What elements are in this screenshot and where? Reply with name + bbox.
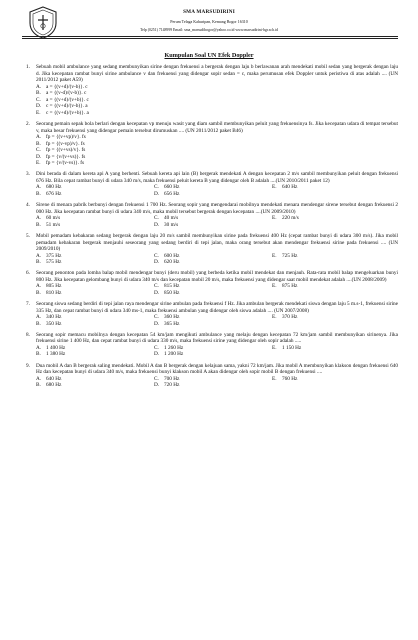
question-5 (26, 233, 398, 266)
option-text: 815 Hz (164, 283, 180, 290)
answer-option (154, 222, 272, 229)
option-text: 350 Hz (46, 320, 62, 327)
letterhead (0, 0, 418, 44)
answer-options (36, 283, 398, 296)
option-text: 360 Hz (164, 314, 180, 321)
question-text: Mobil pemadam kebakaran sedang bergerak dengan laju 20 m/s sambil membunyikan sirine pada frekuensi 400 Hz (cepat rambat bunyi di udara 300 m/s). Jika mobil pemadam kebakaran bergerak menjauhi seseorang yang sedang berdiri di tepi jalan, maka orang tersebut akan mendengar frekuensi sirine pada frekuensi .... (UN 2009/2010) (36, 232, 398, 253)
answer-options (36, 84, 398, 117)
question-text: Sebuah mobil ambulance yang sedang membunyikan sirine dengan frekuensi a bergerak dengan laju b berlawanan arah mendekati mobil sedan yang bergerak dengan laju d. Jika kecepatan rambat bunyi sirine ambulance v dan frekuensi yang didengar sopir sedan = c, maka perumusan efek Doppler untuk peristiwa di atas adalah .... (UN 2011/2012 paket A59) (36, 64, 398, 84)
option-letter: B. (36, 259, 41, 266)
option-letter: B. (36, 140, 41, 147)
option-text: 656 Hz (164, 191, 180, 198)
option-letter: A. (36, 184, 42, 191)
question-number: 4. (26, 202, 30, 209)
option-letter: A. (36, 344, 42, 351)
question-number: 6. (26, 270, 30, 277)
answer-option (36, 160, 398, 167)
question-number: 3. (26, 171, 30, 178)
question-text: Seorang sopir memacu mobilnya dengan kecepatan 54 km/jam mengikuti ambulance yang melaju dengan kecepatan 72 km/jam sambil membunyikan sirinenya. Jika frekuensi sirine 1 400 Hz, dan cepat rambat bunyi di udara 330 m/s, maka frekuensi sirine yang didengar oleh sopir adalah ..... (36, 331, 398, 345)
answer-options (36, 134, 398, 167)
option-letter: A. (36, 314, 42, 321)
option-letter: B. (36, 191, 41, 198)
answer-option (154, 259, 272, 266)
document-title: Kumpulan Soal UN Efek Doppler (164, 52, 254, 59)
answer-option (272, 345, 390, 352)
answer-options (36, 215, 398, 228)
answer-options (36, 184, 398, 197)
option-letter: A. (36, 134, 42, 141)
option-letter: C. (36, 96, 41, 103)
option-text: 375 Hz (46, 252, 62, 259)
question-text: Sirene di menara pabrik berbunyi dengan frekuensi 1 700 Hz. Seorang sopir yang mengendarai mobilnya mendekati menara mendengar sirene tersebut dengan frekuensi 2 000 Hz. Jika kecepatan rambat bunyi di udara 340 m/s, maka mobil tersebut bergerak dengan kecepatan ....(UN 2009/2010) (36, 202, 398, 215)
option-letter: C. (154, 344, 159, 351)
answer-option (272, 314, 390, 321)
option-text: fp = {(v+vs)/v}. fs (46, 147, 86, 154)
option-letter: D. (154, 191, 160, 198)
option-letter: A. (36, 252, 42, 259)
answer-option (36, 382, 154, 389)
answer-options (36, 345, 398, 358)
answer-option (36, 110, 398, 117)
option-text: a = {(v+d)/(v+b)}. c (46, 96, 89, 103)
header-rule-thin (22, 38, 398, 39)
option-letter: E. (36, 160, 41, 167)
question-text: Dini berada di dalam kereta api A yang berhenti. Sebuah kereta api lain (B) bergerak mendekati A dengan kecepatan 2 m/s sambil membunyikan peluit dengan frekuensi 676 Hz. Bila cepat rambat bunyi di udara 340 m/s, maka frekuensi peluit kereta B yang didengar oleh B adalah ....(UN 2010/2011 paket 12) (36, 171, 398, 184)
option-text: 805 Hz (46, 283, 62, 290)
option-text: 1 150 Hz (282, 344, 302, 351)
school-contact: Telp (0251) 7148999 Email: sma_marsudibogor@yahoo.co.id www.marsudirini-bgr.sch.id (140, 28, 278, 32)
option-letter: D. (36, 103, 42, 110)
option-text: 680 Hz (46, 382, 62, 389)
answer-option (36, 222, 154, 229)
answer-option (154, 351, 272, 358)
option-text: fp = {v/(v-vs)}. fs (46, 160, 85, 167)
option-text: fp = {(v+vp)/v}. fs (46, 134, 86, 141)
option-letter: B. (36, 382, 41, 389)
option-text: 340 Hz (46, 314, 62, 321)
question-9 (26, 363, 398, 389)
option-letter: E. (272, 314, 277, 321)
option-text: 640 Hz (46, 375, 62, 382)
option-text: 700 Hz (164, 375, 180, 382)
option-text: a = {(v-d)/(v-b)}. c (46, 90, 87, 97)
option-text: 875 Hz (282, 283, 298, 290)
option-text: fp = {v/(v+vs)}. fs (46, 153, 86, 160)
option-text: 1 260 Hz (164, 344, 184, 351)
option-text: 1 200 Hz (164, 351, 184, 358)
answer-option (272, 184, 390, 191)
option-text: 720 Hz (164, 382, 180, 389)
answer-option (36, 321, 154, 328)
option-letter: B. (36, 320, 41, 327)
option-letter: C. (154, 283, 159, 290)
option-text: 51 m/s (46, 221, 61, 228)
school-address: Perum Telaga Kahuripan, Kemang Bogor 16310 (170, 19, 248, 24)
option-letter: E. (272, 215, 277, 222)
question-number: 7. (26, 301, 30, 308)
option-letter: E. (272, 283, 277, 290)
question-text: Seorang penonton pada lomba balap mobil mendengar bunyi (deru mobil) yang berbeda ketika mobil mendekat dan menjauh. Rata-rata mobil balap mengeluarkan bunyi 800 Hz. Jika kecepatan gelombang bunyi di udara 340 m/s dan kecepatan mobil 20 m/s, maka frekuensi yang didengar saat mobil mendekat adalah ....(UN 2008/2009) (36, 270, 398, 283)
question-2 (26, 121, 398, 167)
option-letter: C. (36, 147, 41, 154)
option-letter: B. (36, 90, 41, 97)
option-text: 810 Hz (46, 289, 62, 296)
option-letter: A. (36, 215, 42, 222)
option-letter: D. (154, 351, 160, 358)
option-text: 365 Hz (164, 320, 180, 327)
option-text: 640 Hz (282, 184, 298, 191)
option-letter: E. (36, 109, 41, 116)
question-text: Seorang pemain sepak bola berlari dengan kecepatan vp menuju wasit yang diam sambil membunyikan peluit yang frekuensinya fs. Jika kecepatan udara di tempat tersebut v, maka besar frekuensi yang didengar pemain tersebut dirumuskan .... (UN 2011/2012 paket B46) (36, 120, 398, 134)
option-text: c = {(v+d)/(v+b)}. a (46, 109, 89, 116)
option-letter: C. (154, 215, 159, 222)
option-text: 40 m/s (164, 215, 179, 222)
answer-options (36, 314, 398, 327)
question-4 (26, 202, 398, 228)
question-7 (26, 301, 398, 327)
school-name: SMA MARSUDIRINI (183, 9, 235, 15)
answer-option (154, 191, 272, 198)
option-text: 1 400 Hz (46, 344, 66, 351)
option-text: fp = {(v-vp)/v}. fs (46, 140, 85, 147)
option-text: c = {(v+d)/(v-b)}. a (46, 103, 88, 110)
question-1 (26, 64, 398, 116)
option-text: 850 Hz (164, 289, 180, 296)
option-letter: E. (272, 184, 277, 191)
option-text: 30 m/s (164, 221, 179, 228)
answer-option (154, 290, 272, 297)
option-text: 600 Hz (164, 252, 180, 259)
option-letter: A. (36, 283, 42, 290)
option-text: 620 Hz (164, 259, 180, 266)
option-text: 220 m/s (282, 215, 299, 222)
option-text: 680 Hz (46, 184, 62, 191)
question-6 (26, 270, 398, 296)
option-letter: D. (154, 320, 160, 327)
option-letter: D. (154, 289, 160, 296)
option-text: 575 Hz (46, 259, 62, 266)
option-letter: E. (272, 375, 277, 382)
question-list (26, 64, 398, 393)
option-letter: D. (154, 221, 160, 228)
option-letter: E. (272, 344, 277, 351)
option-letter: D. (154, 382, 160, 389)
option-letter: C. (154, 314, 159, 321)
answer-option (36, 290, 154, 297)
option-text: 676 Hz (46, 191, 62, 198)
question-number: 8. (26, 331, 30, 338)
option-letter: B. (36, 221, 41, 228)
option-text: 60 m/s (46, 215, 61, 222)
header-rule (22, 36, 398, 37)
option-letter: D. (36, 153, 42, 160)
answer-option (272, 283, 390, 290)
option-letter: C. (154, 252, 159, 259)
option-letter: B. (36, 351, 41, 358)
option-letter: E. (272, 252, 277, 259)
option-text: 1 380 Hz (46, 351, 66, 358)
option-text: 660 Hz (164, 184, 180, 191)
answer-option (272, 376, 390, 383)
option-text: a = {(v+d)/(v-b)}. c (46, 83, 88, 90)
option-text: 725 Hz (282, 252, 298, 259)
option-letter: A. (36, 375, 42, 382)
question-number: 9. (26, 362, 30, 369)
option-text: 370 Hz (282, 314, 298, 321)
question-8 (26, 332, 398, 358)
question-text: Seorang siswa sedang berdiri di tepi jalan raya mendengar sirine ambulan pada frekuensi f Hz. Jika ambulan bergerak mendekati siswa dengan laju 5 m.s-1, frekuensi sirine 335 Hz, dan cepat rambat bunyi di udara 340 ms-1, maka frekuensi ambulan yang didengar oleh siswa adalah .... (UN 2007/2008) (36, 301, 398, 314)
question-number: 2. (26, 120, 30, 127)
option-letter: B. (36, 289, 41, 296)
answer-option (154, 321, 272, 328)
answer-options (36, 253, 398, 266)
option-text: 760 Hz (282, 375, 298, 382)
answer-option (272, 215, 390, 222)
answer-option (272, 253, 390, 260)
answer-options (36, 376, 398, 389)
answer-option (154, 382, 272, 389)
question-number: 1. (26, 64, 30, 70)
answer-option (36, 259, 154, 266)
option-letter: A. (36, 83, 42, 90)
answer-option (36, 351, 154, 358)
question-text: Dua mobil A dan B bergerak saling mendekati. Mobil A dan B bergerak dengan kelajuan sama, yakni 72 km/jam. Jika mobil A membunyikan klakson dengan frekuensi 640 Hz dan kecepatan bunyi di udara 340 m/s, maka frekuensi bunyi klakson mobil A akan didengar oleh sopir mobil B dengan frekuensi .... (36, 362, 398, 376)
answer-option (36, 191, 154, 198)
option-letter: C. (154, 184, 159, 191)
option-letter: C. (154, 375, 159, 382)
option-letter: D. (154, 259, 160, 266)
question-3 (26, 171, 398, 197)
question-number: 5. (26, 232, 30, 239)
